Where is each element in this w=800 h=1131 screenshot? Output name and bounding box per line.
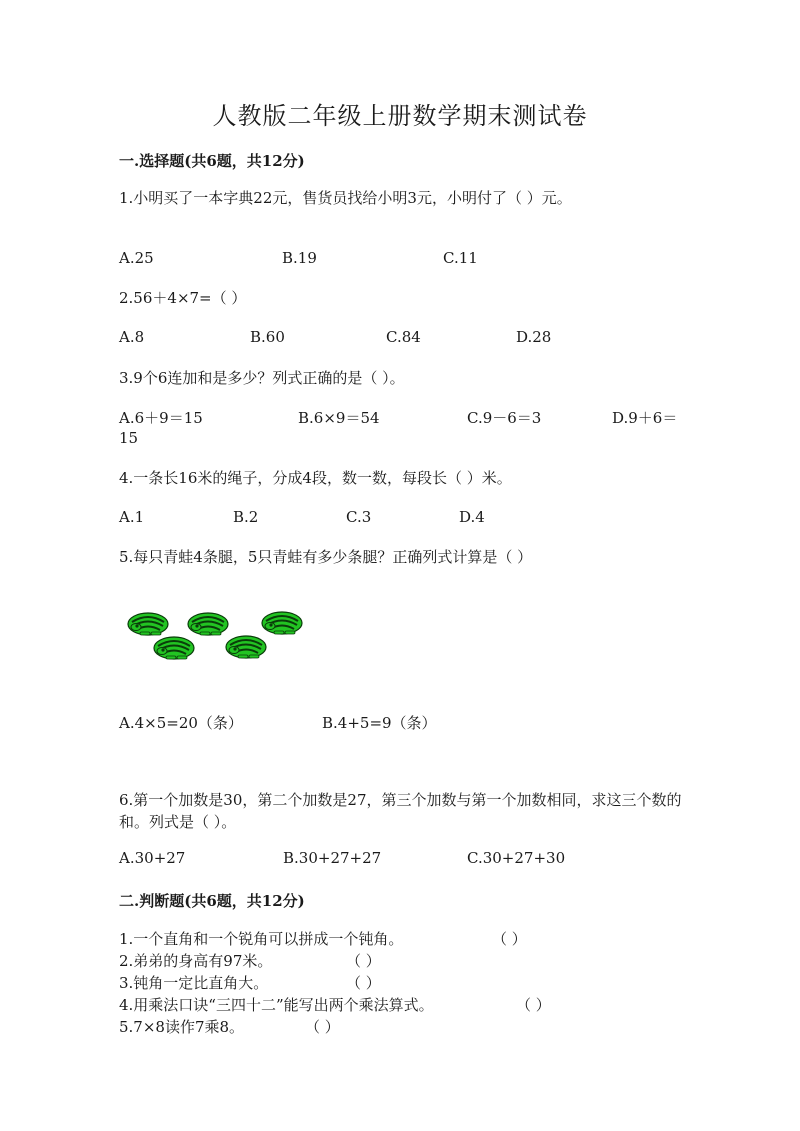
q4-option-d: D.4 — [459, 508, 485, 526]
q4-option-b: B.2 — [233, 508, 259, 526]
q5-option-b: B.4+5=9（条） — [322, 714, 437, 732]
judgement-text: 3.钝角一定比直角大。 — [119, 974, 269, 992]
judgement-item — [119, 1016, 434, 1038]
q4-option-c: C.3 — [346, 508, 372, 526]
q6-option-c: C.30+27+30 — [467, 849, 566, 867]
question-6: 6.第一个加数是30，第二个加数是27，第三个加数与第一个加数相同，求这三个数的和。列式是（ ）。 — [119, 791, 682, 831]
judgement-item — [119, 994, 551, 1016]
question-1: 1.小明买了一本字典22元，售货员找给小明3元，小明付了（ ）元。 — [119, 189, 572, 207]
q1-option-c: C.11 — [443, 249, 478, 267]
q3-option-a: A.6＋9＝15 — [119, 409, 203, 427]
answer-parentheses: （ ） — [305, 1018, 340, 1036]
question-3: 3.9个6连加和是多少？列式正确的是（ ）。 — [119, 369, 405, 387]
judgement-text: 5.7×8读作7乘8。 — [119, 1018, 245, 1036]
question-4: 4.一条长16米的绳子，分成4段，数一数，每段长（ ）米。 — [119, 469, 512, 487]
judgement-text: 2.弟弟的身高有97米。 — [119, 952, 273, 970]
q1-option-b: B.19 — [282, 249, 317, 267]
q3-option-b: B.6×9＝54 — [298, 409, 380, 427]
answer-parentheses: （ ） — [346, 952, 381, 970]
q3-option-c: C.9－6＝3 — [467, 409, 542, 427]
q4-option-a: A.1 — [119, 508, 145, 526]
q6-option-b: B.30+27+27 — [283, 849, 382, 867]
q2-option-a: A.8 — [119, 328, 145, 346]
q5-option-a: A.4×5=20（条） — [119, 714, 243, 732]
judgement-item — [119, 928, 527, 950]
judgement-list — [119, 928, 551, 1038]
q3-option-d-wrap: 15 — [119, 429, 139, 447]
answer-parentheses: （ ） — [346, 974, 381, 992]
q3-option-d: D.9＋6＝ — [612, 409, 678, 427]
q2-option-d: D.28 — [516, 328, 552, 346]
question-2: 2.56＋4×7=（ ） — [119, 289, 247, 307]
frog-icon — [126, 608, 316, 670]
answer-parentheses: （ ） — [492, 930, 527, 948]
q2-option-c: C.84 — [386, 328, 421, 346]
answer-parentheses: （ ） — [516, 996, 551, 1014]
question-5: 5.每只青蛙4条腿，5只青蛙有多少条腿？正确列式计算是（ ） — [119, 548, 533, 566]
q6-option-a: A.30+27 — [119, 849, 186, 867]
judgement-text: 4.用乘法口诀“三四十二”能写出两个乘法算式。 — [119, 996, 434, 1014]
section-heading-judgement: 二.判断题(共6题，共12分) — [119, 892, 305, 910]
judgement-item — [119, 950, 434, 972]
judgement-item — [119, 972, 434, 994]
judgement-text: 1.一个直角和一个锐角可以拼成一个钝角。 — [119, 930, 404, 948]
page-title: 人教版二年级上册数学期末测试卷 — [212, 102, 588, 130]
q2-option-b: B.60 — [250, 328, 285, 346]
section-heading-choice: 一.选择题(共6题，共12分) — [119, 152, 305, 170]
q1-option-a: A.25 — [119, 249, 154, 267]
